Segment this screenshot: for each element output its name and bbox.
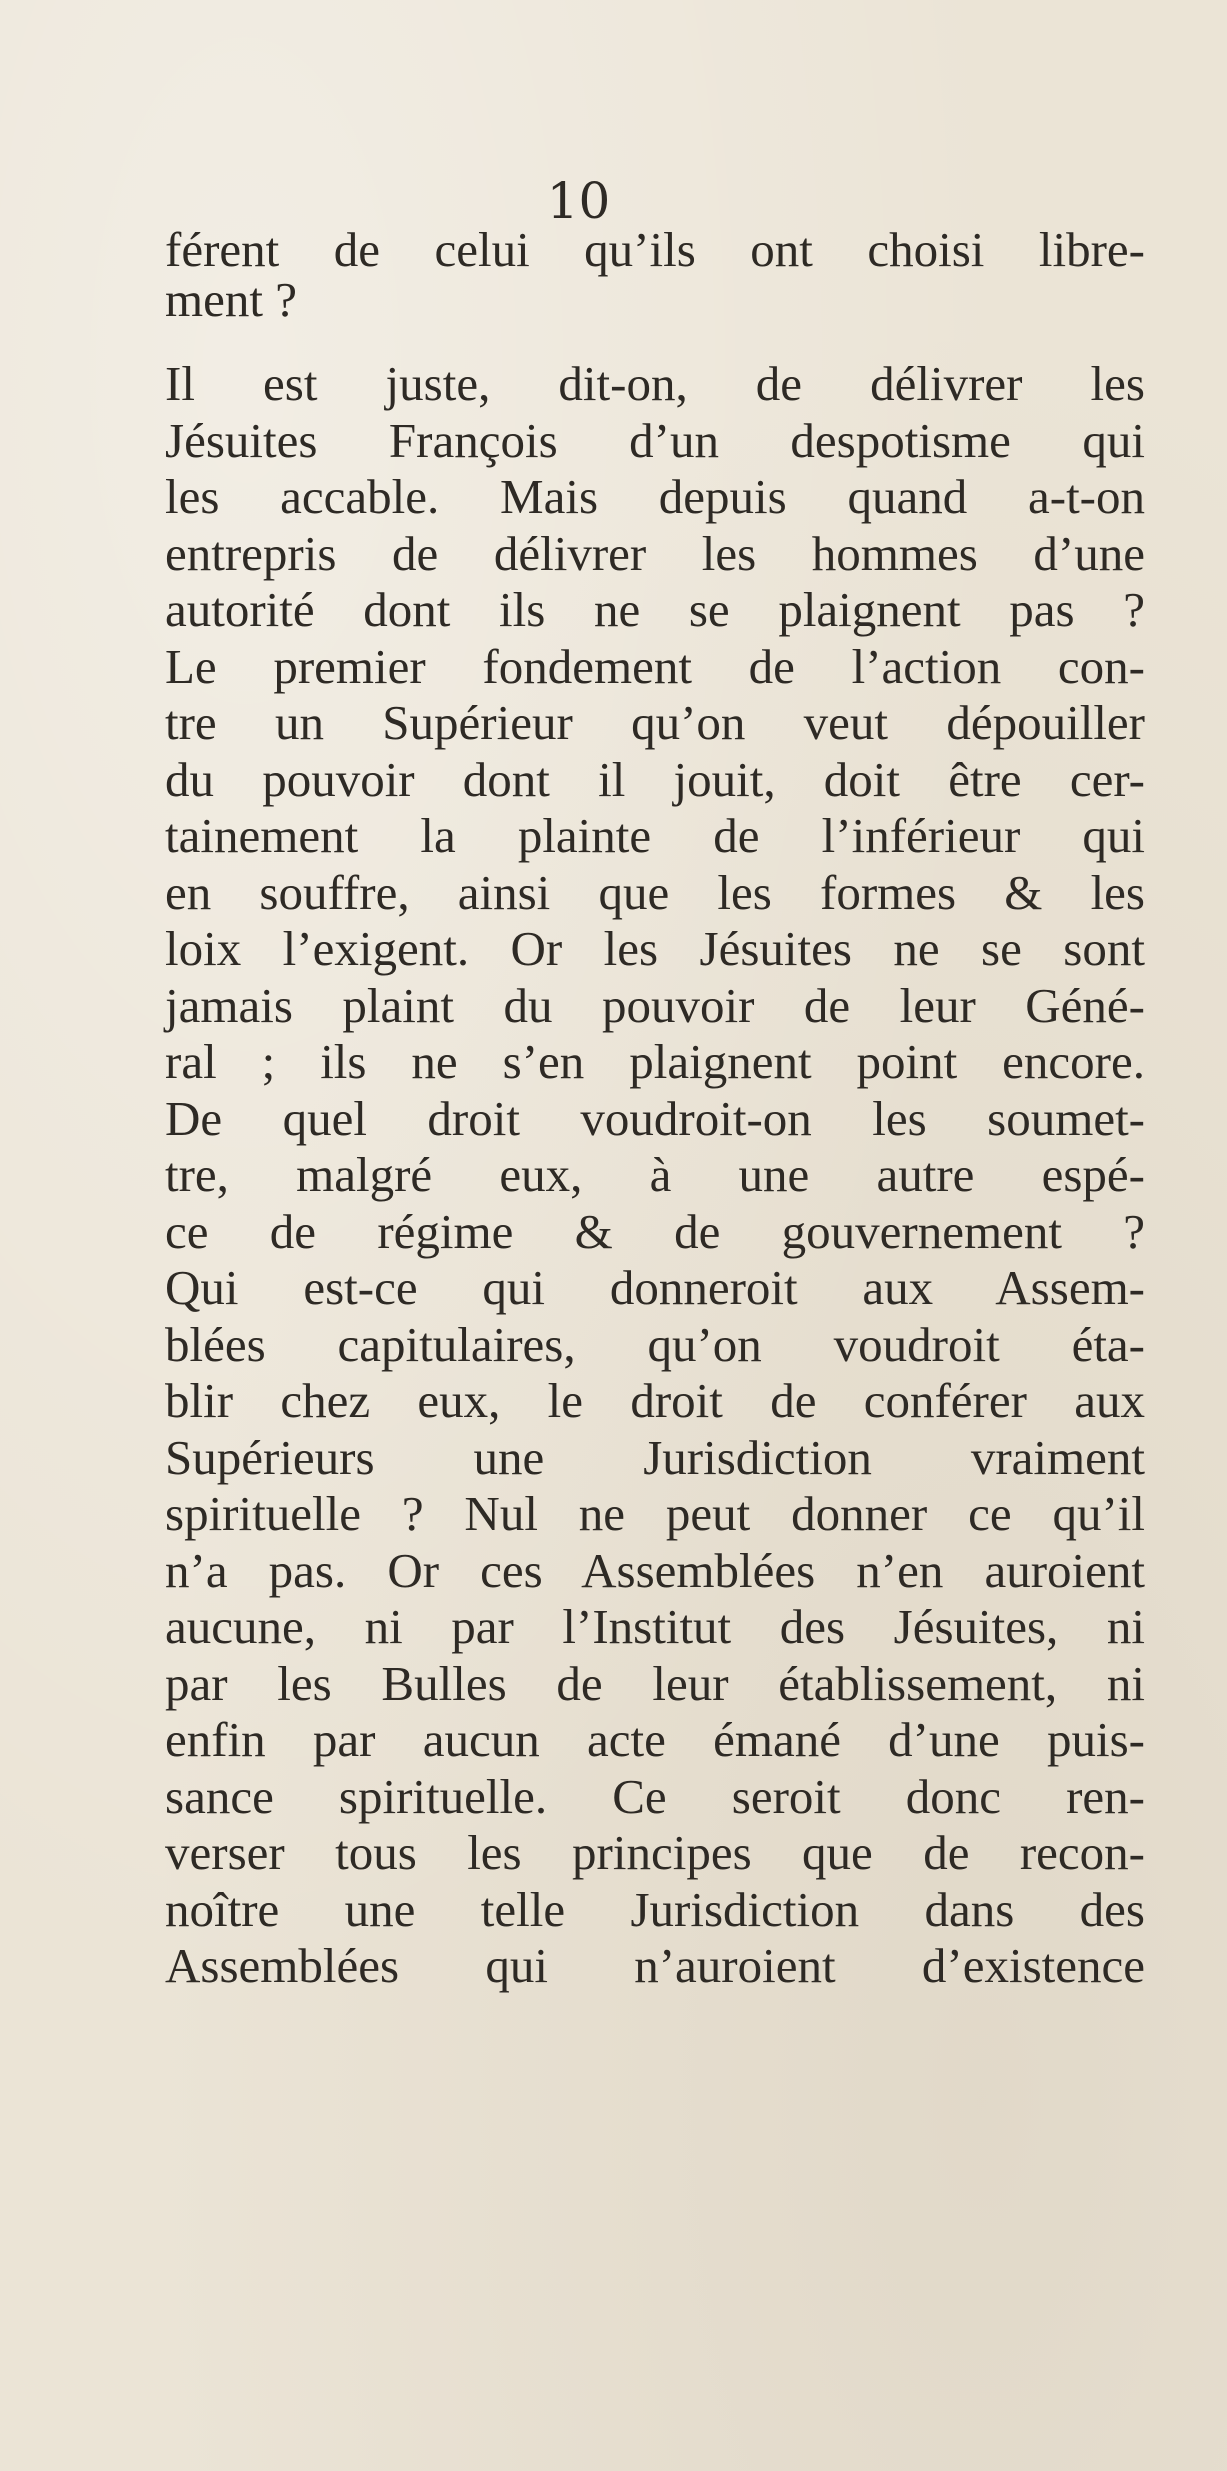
text-line: aucune, ni par l’Institut des Jésuites, ni	[165, 1599, 1145, 1654]
text-line: ce de régime & de gouvernement ?	[165, 1204, 1145, 1259]
text-line: loix l’exigent. Or les Jésuites ne se sont	[165, 921, 1145, 976]
text-line: tre un Supérieur qu’on veut dépouiller	[165, 695, 1145, 750]
text-line: spirituelle ? Nul ne peut donner ce qu’il	[165, 1486, 1145, 1541]
text-line: tre, malgré eux, à une autre espé-	[165, 1147, 1145, 1202]
text-line: en souffre, ainsi que les formes & les	[165, 865, 1145, 920]
text-line: Assemblées qui n’auroient d’existence	[165, 1938, 1145, 1993]
text-line: les accable. Mais depuis quand a-t-on	[165, 469, 1145, 524]
text-line: du pouvoir dont il jouit, doit être cer-	[165, 752, 1145, 807]
text-line: ral ; ils ne s’en plaignent point encore.	[165, 1034, 1145, 1089]
text-line: Jésuites François d’un despotisme qui	[165, 413, 1145, 468]
text-line: De quel droit voudroit-on les soumet-	[165, 1091, 1145, 1146]
text-line: Le premier fondement de l’action con-	[165, 639, 1145, 694]
text-line: ment ?	[165, 272, 297, 327]
text-line: tainement la plainte de l’inférieur qui	[165, 808, 1145, 863]
text-line: n’a pas. Or ces Assemblées n’en auroient	[165, 1543, 1145, 1598]
text-line: enfin par aucun acte émané d’une puis-	[165, 1712, 1145, 1767]
text-line: par les Bulles de leur établissement, ni	[165, 1656, 1145, 1711]
page-number: 10	[546, 172, 611, 230]
text-line: noître une telle Jurisdiction dans des	[165, 1882, 1145, 1937]
text-line: Supérieurs une Jurisdiction vraiment	[165, 1430, 1145, 1485]
text-line: Il est juste, dit-on, de délivrer les	[165, 356, 1145, 411]
text-line: sance spirituelle. Ce seroit donc ren-	[165, 1769, 1145, 1824]
text-line: Qui est-ce qui donneroit aux Assem-	[165, 1260, 1145, 1315]
text-line: blir chez eux, le droit de conférer aux	[165, 1373, 1145, 1428]
text-line: verser tous les principes que de recon-	[165, 1825, 1145, 1880]
text-line: entrepris de délivrer les hommes d’une	[165, 526, 1145, 581]
text-line: jamais plaint du pouvoir de leur Géné-	[165, 978, 1145, 1033]
text-line: autorité dont ils ne se plaignent pas ?	[165, 582, 1145, 637]
text-line: férent de celui qu’ils ont choisi libre-	[165, 222, 1145, 277]
text-line: blées capitulaires, qu’on voudroit éta-	[165, 1317, 1145, 1372]
